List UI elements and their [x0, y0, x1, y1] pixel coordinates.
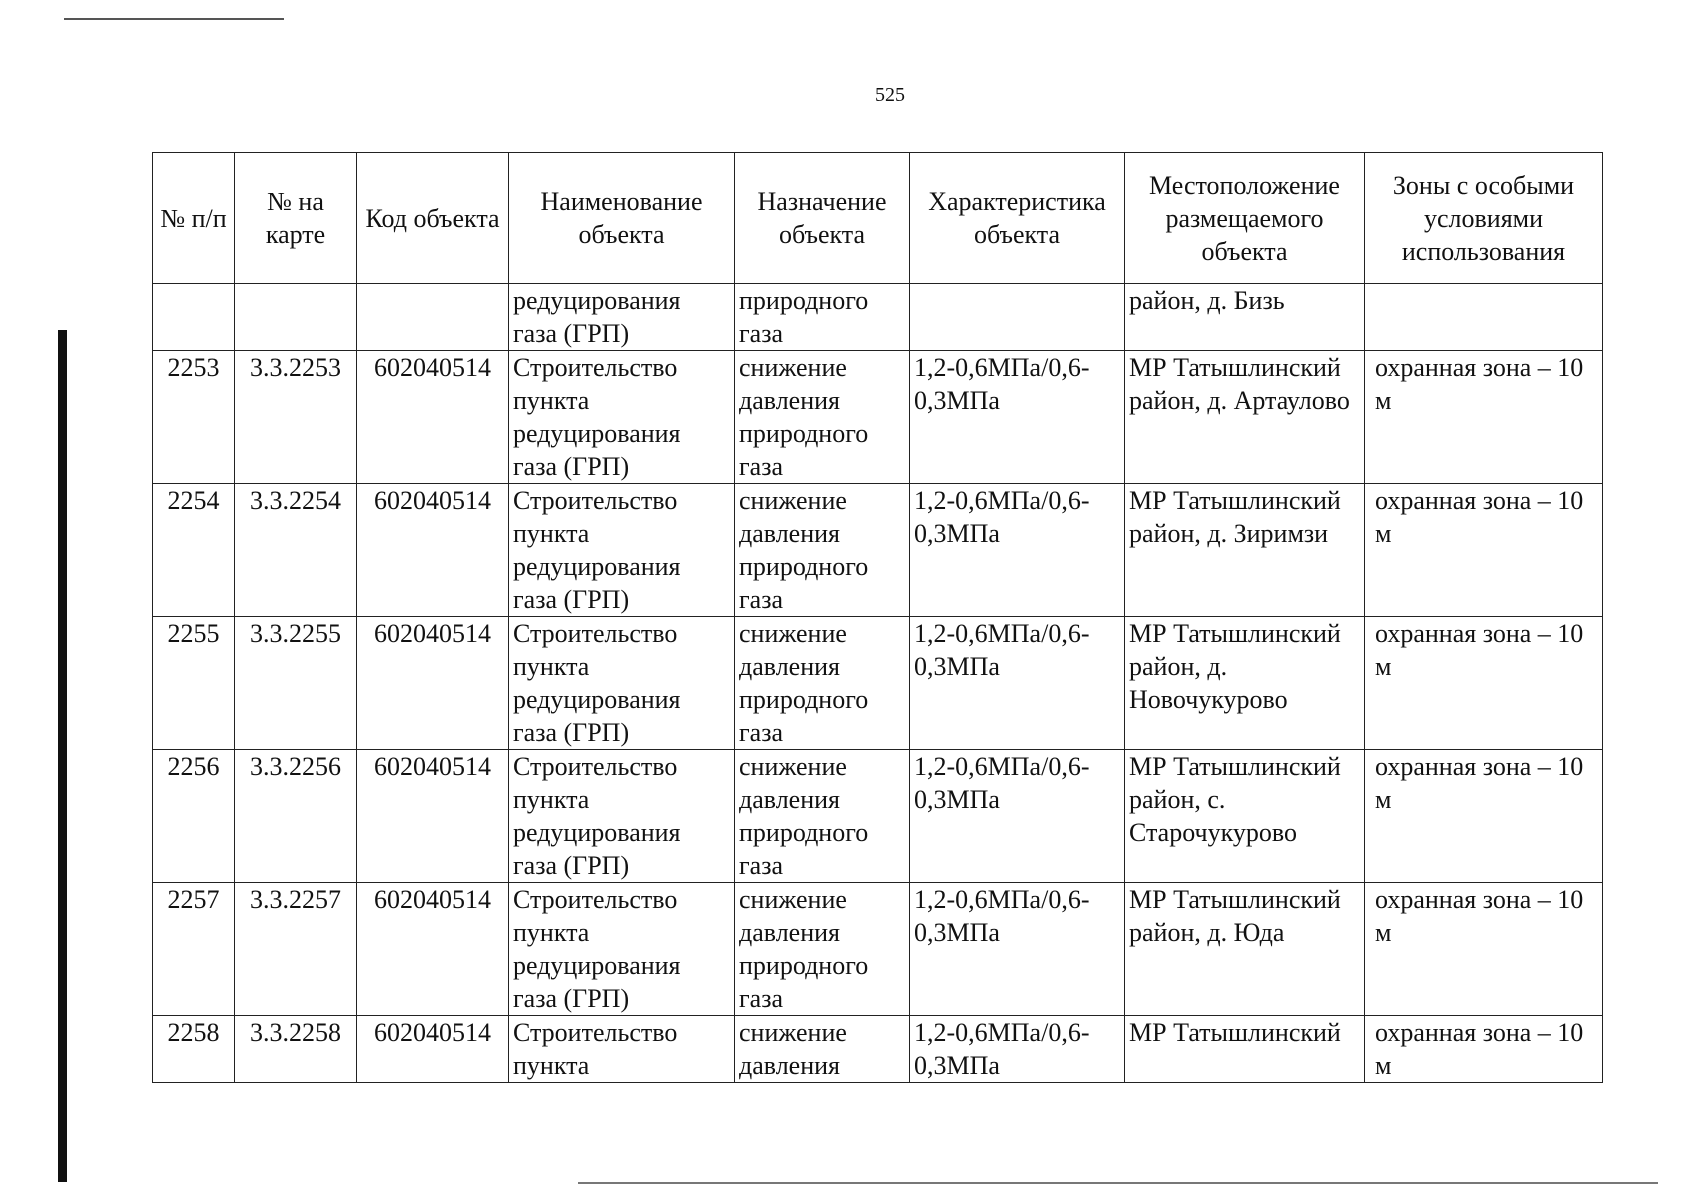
cell-code: 602040514 — [357, 750, 509, 883]
header-purpose: Назначение объекта — [735, 153, 910, 284]
cell-code: 602040514 — [357, 484, 509, 617]
header-spec: Характеристика объекта — [910, 153, 1125, 284]
page-number: 525 — [875, 84, 905, 106]
table-row — [153, 883, 1603, 1016]
cell-purpose: снижение давления — [735, 1016, 910, 1083]
cell-spec: 1,2-0,6МПа/0,6-0,3МПа — [910, 883, 1125, 1016]
cell-name: Строительство пункта редуцирования газа (ГРП) — [509, 750, 735, 883]
cell-code: 602040514 — [357, 617, 509, 750]
cell-zone: охранная зона – 10 м — [1365, 883, 1603, 1016]
cell-location: МР Татышлинский район, д. Зиримзи — [1125, 484, 1365, 617]
cell-num: 2257 — [153, 883, 235, 1016]
cell-name: Строительство пункта — [509, 1016, 735, 1083]
cell-name: Строительство пункта редуцирования газа (ГРП) — [509, 883, 735, 1016]
cell-purpose: снижение давления природного газа — [735, 883, 910, 1016]
cell-name: Строительство пункта редуцирования газа (ГРП) — [509, 484, 735, 617]
objects-table — [152, 152, 1603, 1083]
cell-purpose: снижение давления природного газа — [735, 750, 910, 883]
cell-map: 3.3.2256 — [235, 750, 357, 883]
cell-location: МР Татышлинский район, д. Новочукурово — [1125, 617, 1365, 750]
cell-zone: охранная зона – 10 м — [1365, 351, 1603, 484]
cell-map: 3.3.2255 — [235, 617, 357, 750]
header-name: Наименование объекта — [509, 153, 735, 284]
table-row — [153, 1016, 1603, 1083]
header-location: Местоположение размещаемого объекта — [1125, 153, 1365, 284]
header-row — [153, 153, 1603, 284]
cell-zone: охранная зона – 10 м — [1365, 1016, 1603, 1083]
header-num: № п/п — [153, 153, 235, 284]
cell-spec: 1,2-0,6МПа/0,6-0,3МПа — [910, 1016, 1125, 1083]
header-map-num: № на карте — [235, 153, 357, 284]
cell-num: 2255 — [153, 617, 235, 750]
cell-code: 602040514 — [357, 883, 509, 1016]
cell-map: 3.3.2253 — [235, 351, 357, 484]
cell-num: 2253 — [153, 351, 235, 484]
cell-zone: охранная зона – 10 м — [1365, 617, 1603, 750]
cell-map: 3.3.2257 — [235, 883, 357, 1016]
cell-spec: 1,2-0,6МПа/0,6-0,3МПа — [910, 617, 1125, 750]
table-row — [153, 351, 1603, 484]
cell-location: МР Татышлинский район, д. Юда — [1125, 883, 1365, 1016]
cell-location: МР Татышлинский район, д. Артаулово — [1125, 351, 1365, 484]
top-rule — [64, 18, 284, 20]
continuation-row — [153, 284, 1603, 351]
cell-num: 2254 — [153, 484, 235, 617]
scan-edge-bar — [58, 330, 67, 1182]
cell-zone — [1365, 284, 1603, 351]
cell-num: 2256 — [153, 750, 235, 883]
table-row — [153, 750, 1603, 883]
cell-map: 3.3.2254 — [235, 484, 357, 617]
cell-purpose: природного газа — [735, 284, 910, 351]
cell-spec — [910, 284, 1125, 351]
cell-code: 602040514 — [357, 1016, 509, 1083]
cell-map — [235, 284, 357, 351]
cell-purpose: снижение давления природного газа — [735, 351, 910, 484]
cell-name: Строительство пункта редуцирования газа (ГРП) — [509, 351, 735, 484]
cell-location: МР Татышлинский район, с. Старочукурово — [1125, 750, 1365, 883]
cell-spec: 1,2-0,6МПа/0,6-0,3МПа — [910, 351, 1125, 484]
cell-num — [153, 284, 235, 351]
cell-spec: 1,2-0,6МПа/0,6-0,3МПа — [910, 750, 1125, 883]
table-row — [153, 484, 1603, 617]
cell-zone: охранная зона – 10 м — [1365, 750, 1603, 883]
cell-purpose: снижение давления природного газа — [735, 484, 910, 617]
cell-purpose: снижение давления природного газа — [735, 617, 910, 750]
header-code: Код объекта — [357, 153, 509, 284]
cell-zone: охранная зона – 10 м — [1365, 484, 1603, 617]
cell-location: МР Татышлинский — [1125, 1016, 1365, 1083]
cell-spec: 1,2-0,6МПа/0,6-0,3МПа — [910, 484, 1125, 617]
cell-code — [357, 284, 509, 351]
cell-map: 3.3.2258 — [235, 1016, 357, 1083]
bottom-rule — [578, 1182, 1658, 1184]
cell-name: Строительство пункта редуцирования газа (ГРП) — [509, 617, 735, 750]
table-row — [153, 617, 1603, 750]
header-zone: Зоны с особыми условиями использования — [1365, 153, 1603, 284]
cell-num: 2258 — [153, 1016, 235, 1083]
cell-location: район, д. Бизь — [1125, 284, 1365, 351]
cell-name: редуцирования газа (ГРП) — [509, 284, 735, 351]
cell-code: 602040514 — [357, 351, 509, 484]
